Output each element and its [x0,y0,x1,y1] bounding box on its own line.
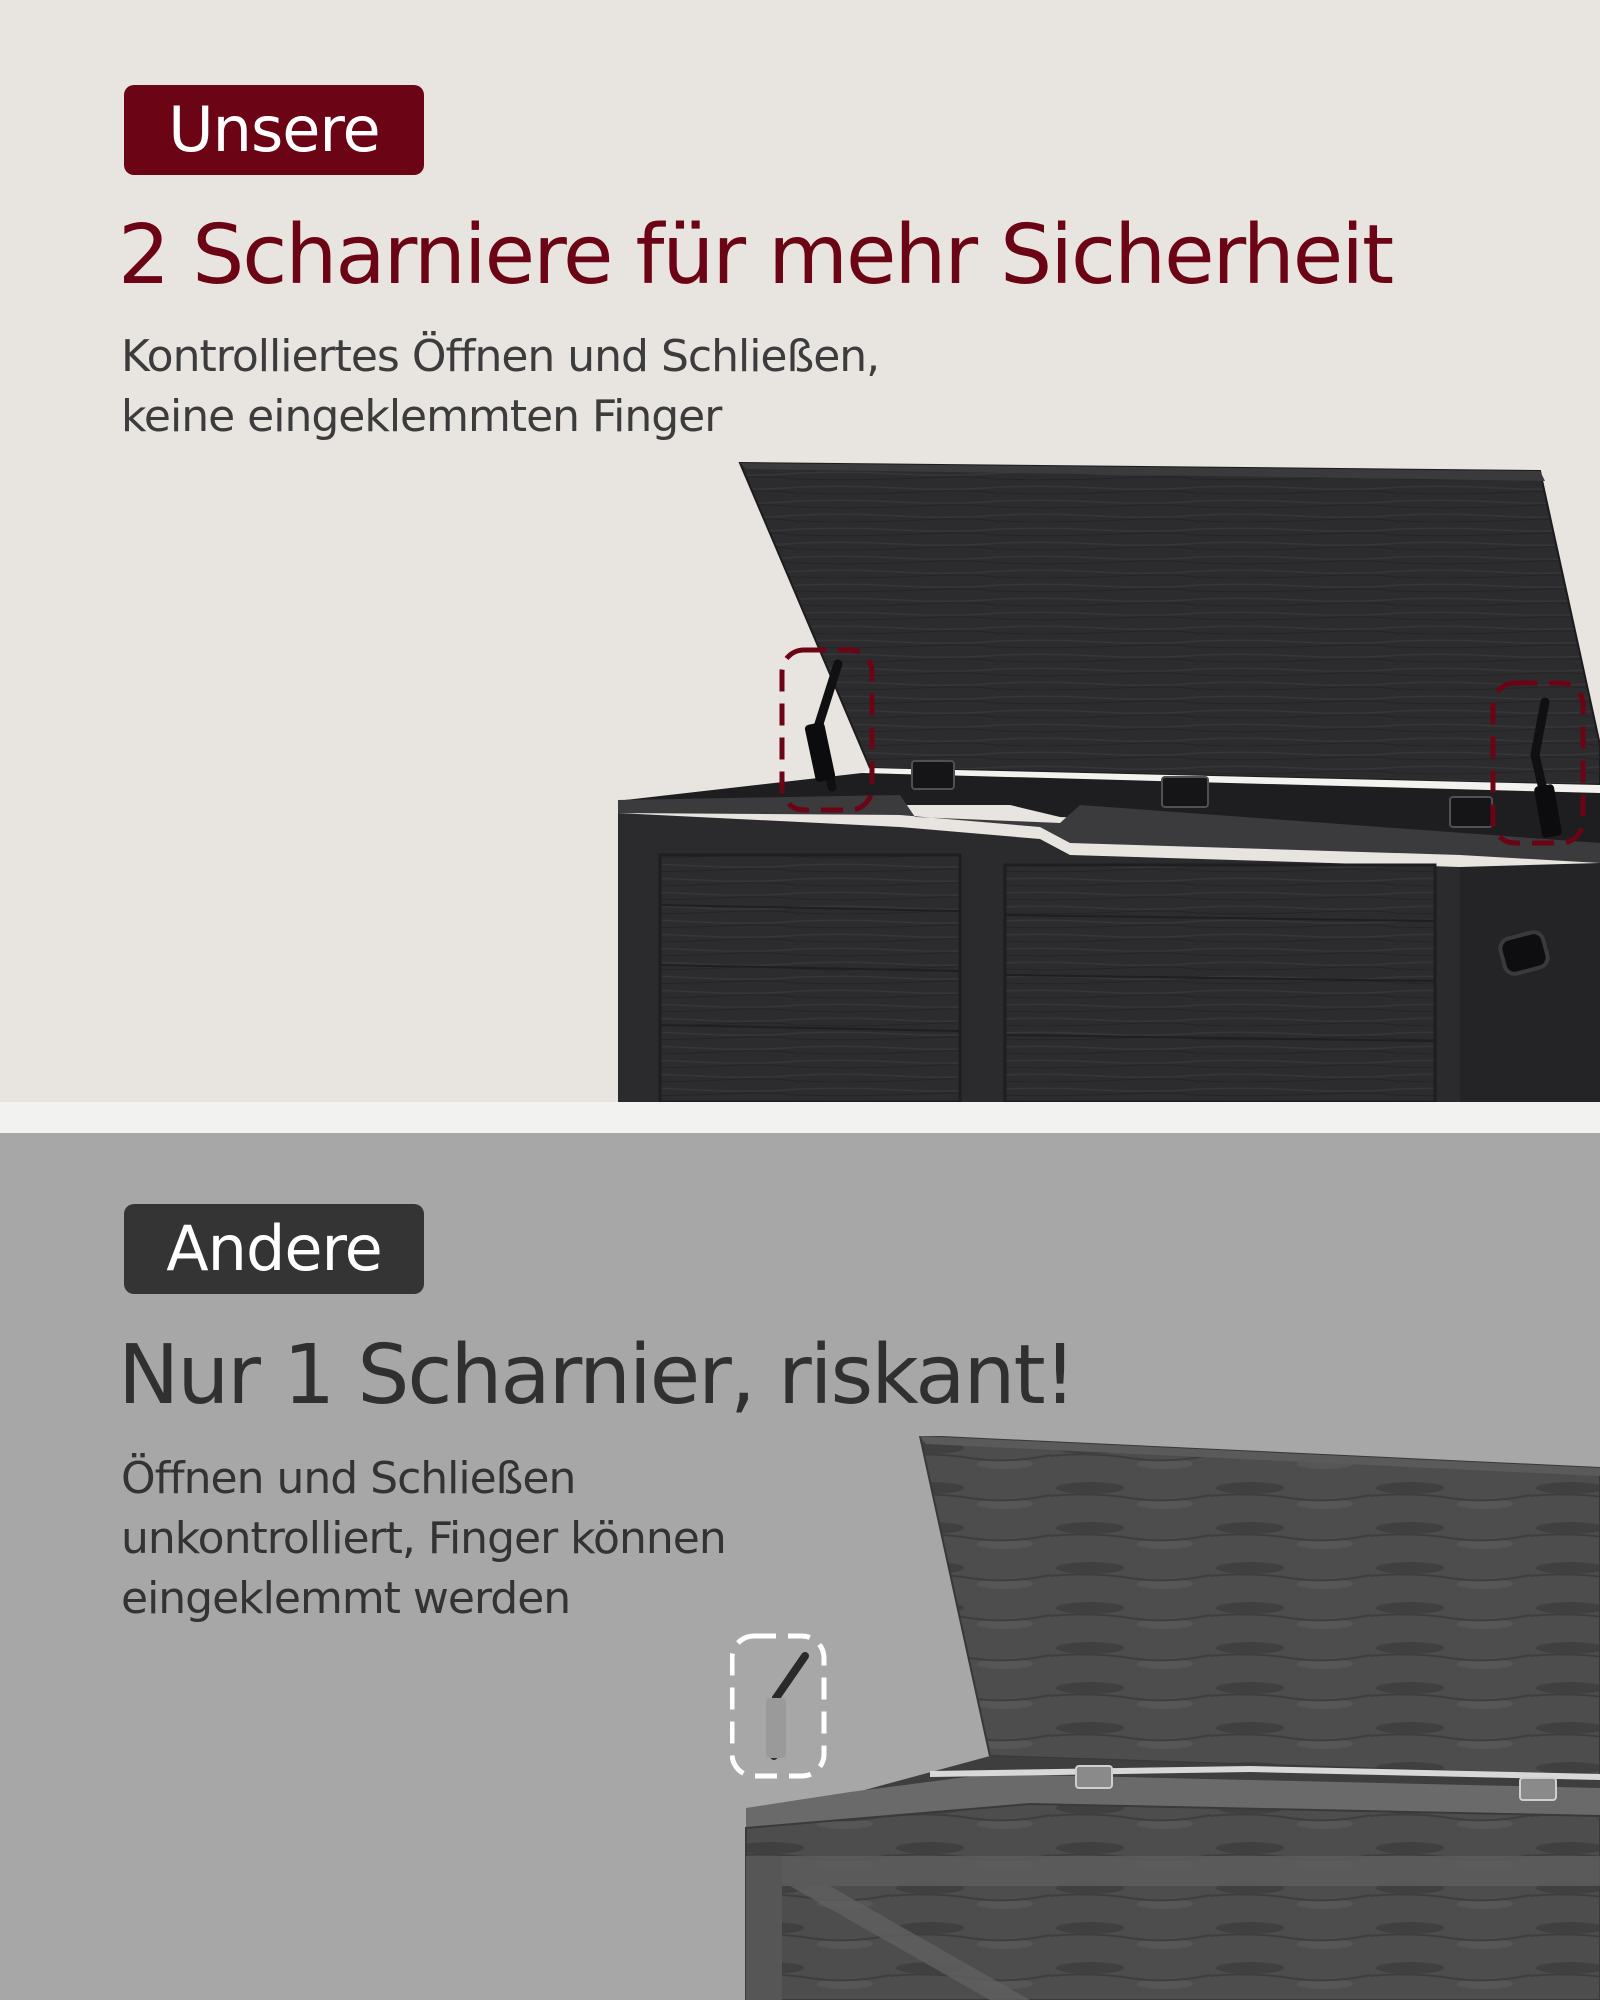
comparison-panel-others [0,1133,1600,2000]
description-ours-line-2: keine eingeklemmten Finger [121,391,722,442]
lid-hinge-2 [1162,777,1208,807]
chest-lid [740,463,1600,785]
description-ours-line-1: Kontrolliertes Öffnen und Schließen, [121,331,880,382]
storage-chest-rustic-image [730,1436,1600,2000]
description-others-line-1: Öffnen und Schließen [121,1453,576,1504]
description-others-line-3: eingeklemmt werden [121,1573,571,1624]
headline-ours: 2 Scharniere für mehr Sicherheit [118,208,1393,303]
storage-chest-black-image [600,455,1600,1102]
chest-lid [920,1436,1600,1776]
description-ours [121,327,1021,447]
lid-hinge-2 [1520,1778,1556,1800]
lid-hinge-3 [1450,797,1492,827]
badge-ours: Unsere [124,85,424,175]
chest-front [746,1804,1600,2000]
headline-others: Nur 1 Scharnier, riskant! [118,1328,1075,1423]
lid-hinge-1 [912,761,954,789]
description-others-line-2: unkontrolliert, Finger können [121,1513,726,1564]
lid-hinge-1 [1076,1766,1112,1788]
badge-others: Andere [124,1204,424,1294]
